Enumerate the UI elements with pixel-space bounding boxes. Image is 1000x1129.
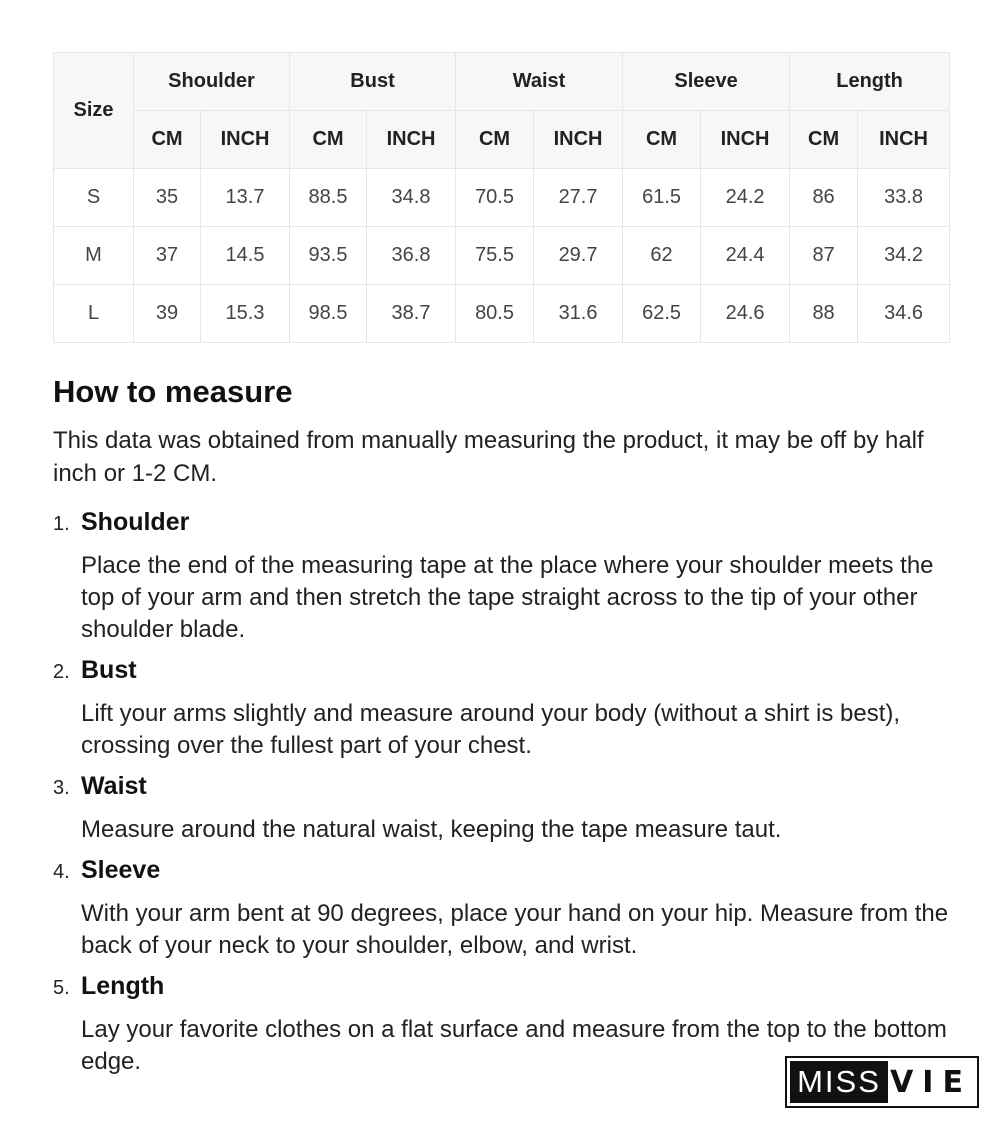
- unit-header: CM: [134, 111, 201, 169]
- step-number: 5.: [53, 977, 70, 999]
- section-title: How to measure: [53, 374, 293, 409]
- unit-header: CM: [456, 111, 534, 169]
- logo-text-right: VIE: [890, 1064, 972, 1100]
- unit-header-row: [54, 111, 950, 169]
- table-cell: 37: [134, 227, 201, 285]
- table-cell: 61.5: [623, 169, 701, 227]
- size-cell: S: [54, 169, 134, 227]
- table-cell: 86: [790, 169, 858, 227]
- step-description: Place the end of the measuring tape at the place where your shoulder meets the top of your arm and then stretch the tape straight across to the tip of your other shoulder blade.: [81, 552, 934, 643]
- step-description: Lay your favorite clothes on a flat surface and measure from the top to the bottom edge.: [81, 1016, 947, 1075]
- group-header: Bust: [290, 53, 456, 111]
- group-header: Shoulder: [134, 53, 290, 111]
- unit-header: INCH: [534, 111, 623, 169]
- step-item: [53, 508, 953, 646]
- table-cell: 33.8: [858, 169, 950, 227]
- table-cell: 34.6: [858, 285, 950, 343]
- table-cell: 39: [134, 285, 201, 343]
- step-number: 1.: [53, 513, 70, 535]
- step-description: Measure around the natural waist, keeping the tape measure taut.: [81, 816, 782, 843]
- table-cell: 14.5: [201, 227, 290, 285]
- table-cell: 36.8: [367, 227, 456, 285]
- table-cell: 38.7: [367, 285, 456, 343]
- table-cell: 87: [790, 227, 858, 285]
- unit-header: INCH: [701, 111, 790, 169]
- table-cell: 34.8: [367, 169, 456, 227]
- group-header: Sleeve: [623, 53, 790, 111]
- measure-steps-list: [53, 508, 953, 1088]
- step-item: [53, 856, 953, 962]
- step-number: 3.: [53, 777, 70, 799]
- table-row: [54, 285, 950, 343]
- size-header: Size: [54, 53, 134, 169]
- table-cell: 24.2: [701, 169, 790, 227]
- unit-header: INCH: [858, 111, 950, 169]
- step-title: Waist: [81, 772, 147, 800]
- unit-header: INCH: [201, 111, 290, 169]
- unit-header: CM: [790, 111, 858, 169]
- step-item: [53, 656, 953, 762]
- table-cell: 88.5: [290, 169, 367, 227]
- group-header-row: [54, 53, 950, 111]
- table-cell: 29.7: [534, 227, 623, 285]
- step-title: Bust: [81, 656, 137, 684]
- size-cell: M: [54, 227, 134, 285]
- table-cell: 13.7: [201, 169, 290, 227]
- group-header: Waist: [456, 53, 623, 111]
- table-cell: 24.6: [701, 285, 790, 343]
- size-cell: L: [54, 285, 134, 343]
- table-cell: 62: [623, 227, 701, 285]
- unit-header: CM: [290, 111, 367, 169]
- table-cell: 15.3: [201, 285, 290, 343]
- size-chart-table: [53, 52, 950, 343]
- step-title: Sleeve: [81, 856, 161, 884]
- table-row: [54, 227, 950, 285]
- step-number: 2.: [53, 661, 70, 683]
- table-cell: 70.5: [456, 169, 534, 227]
- step-title: Shoulder: [81, 508, 190, 536]
- table-cell: 75.5: [456, 227, 534, 285]
- intro-text: This data was obtained from manually measuring the product, it may be off by half inch or 1-2 CM.: [53, 427, 924, 487]
- table-cell: 88: [790, 285, 858, 343]
- table-cell: 27.7: [534, 169, 623, 227]
- step-item: [53, 772, 953, 846]
- table-cell: 80.5: [456, 285, 534, 343]
- table-cell: 62.5: [623, 285, 701, 343]
- unit-header: INCH: [367, 111, 456, 169]
- step-description: Lift your arms slightly and measure around your body (without a shirt is best), crossing over the fullest part of your chest.: [81, 700, 901, 759]
- unit-header: CM: [623, 111, 701, 169]
- step-description: With your arm bent at 90 degrees, place your hand on your hip. Measure from the back of your neck to your shoulder, elbow, and wrist.: [81, 900, 949, 959]
- step-number: 4.: [53, 861, 70, 883]
- table-cell: 31.6: [534, 285, 623, 343]
- table-cell: 34.2: [858, 227, 950, 285]
- table-cell: 24.4: [701, 227, 790, 285]
- brand-logo: [785, 1056, 979, 1108]
- table-cell: 98.5: [290, 285, 367, 343]
- step-title: Length: [81, 972, 165, 1000]
- group-header: Length: [790, 53, 950, 111]
- table-cell: 35: [134, 169, 201, 227]
- table-cell: 93.5: [290, 227, 367, 285]
- logo-text-left: MISS: [790, 1061, 888, 1103]
- table-row: [54, 169, 950, 227]
